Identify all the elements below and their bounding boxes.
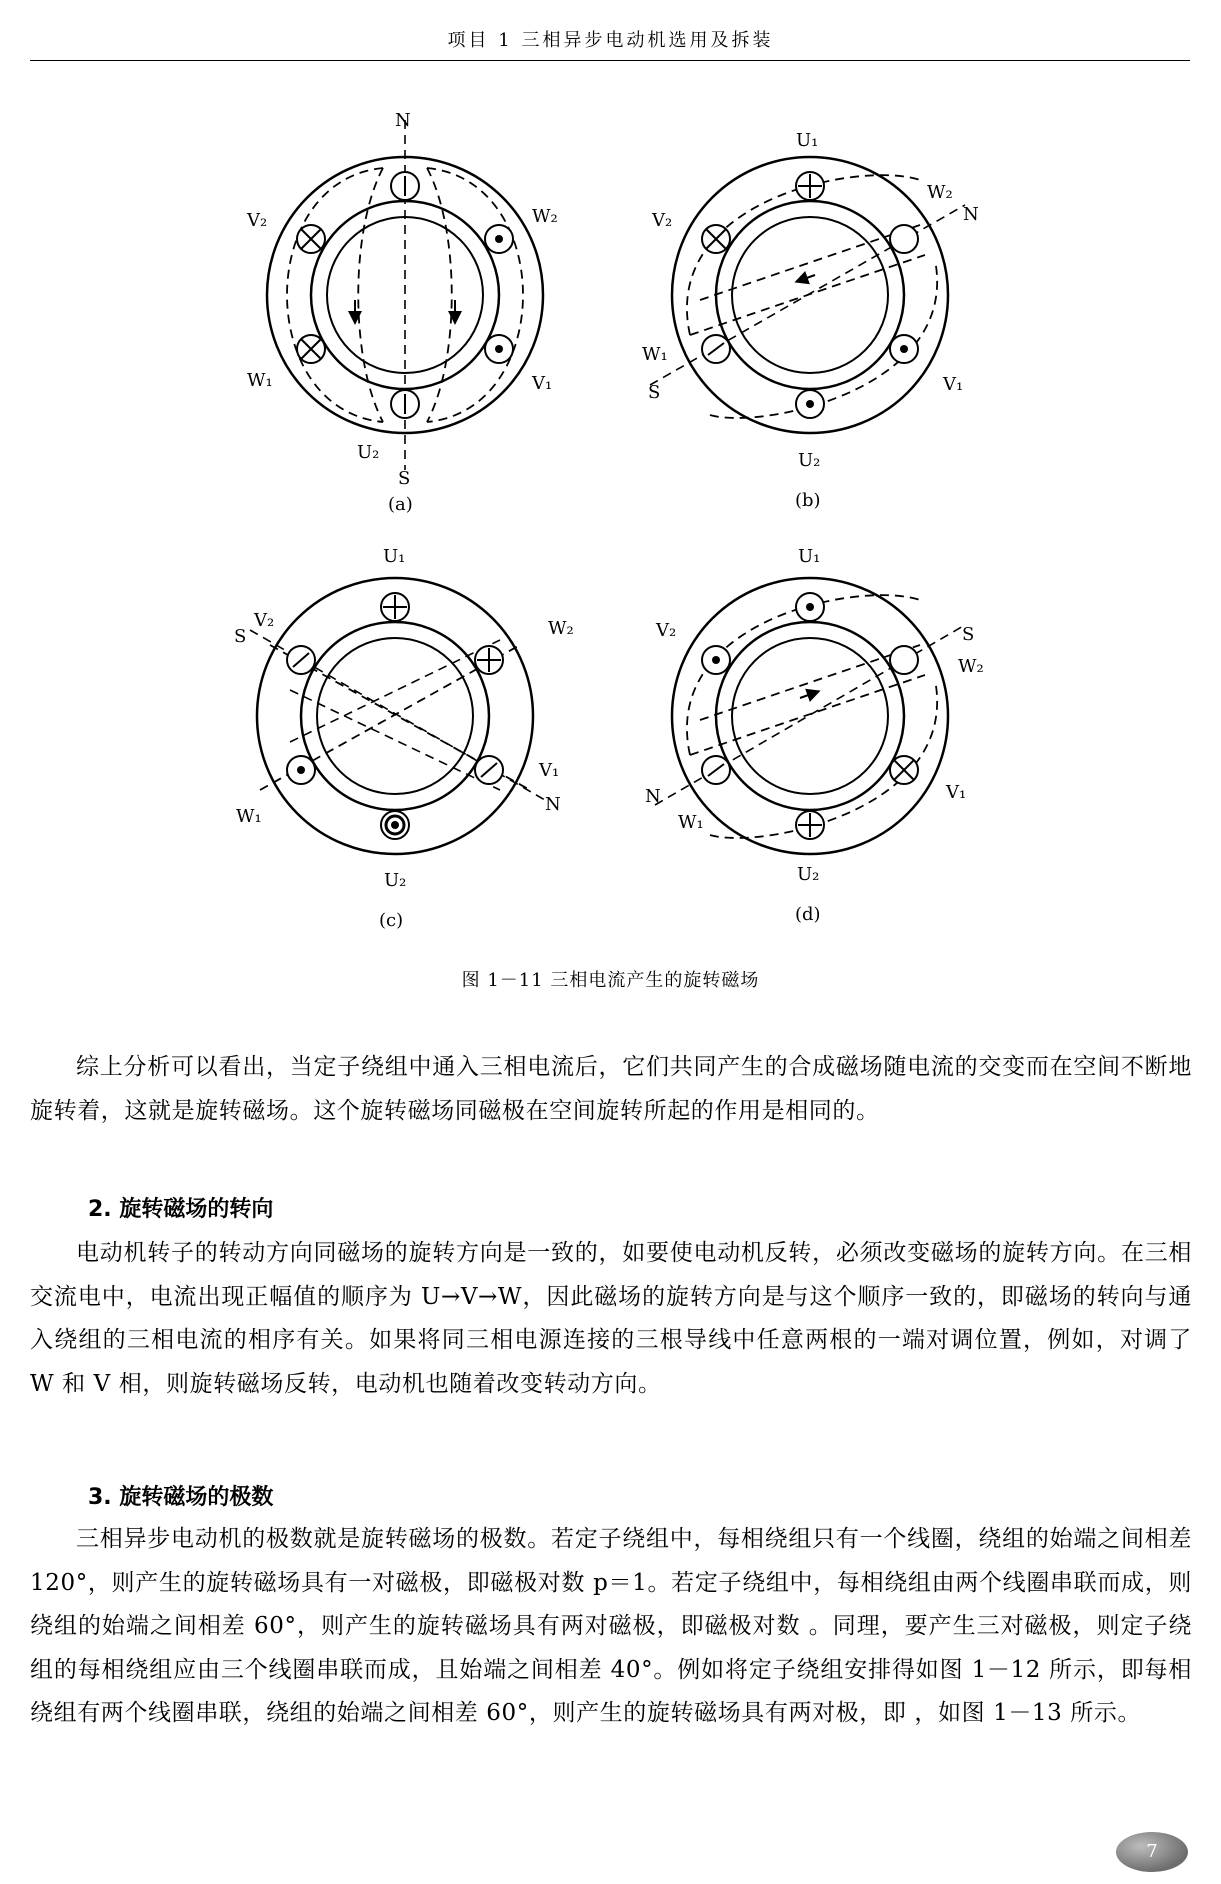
label-w2-b: W₂ bbox=[927, 182, 953, 203]
pole-n-c: N bbox=[545, 794, 561, 815]
pole-n-b: N bbox=[963, 204, 979, 225]
label-u2-b: U₂ bbox=[798, 450, 821, 471]
label-u1-b: U₁ bbox=[796, 130, 819, 151]
label-w1-c: W₁ bbox=[236, 806, 262, 827]
paragraph-summary bbox=[30, 1046, 1192, 1133]
label-w1-d: W₁ bbox=[678, 812, 704, 833]
section-heading-2: 2. 旋转磁场的转向 bbox=[88, 1197, 274, 1222]
panel-label-d: (d) bbox=[795, 904, 821, 925]
panel-b bbox=[642, 130, 979, 511]
paragraph-poles bbox=[30, 1518, 1192, 1736]
label-w2-d: W₂ bbox=[958, 656, 984, 677]
label-u2-c: U₂ bbox=[384, 870, 407, 891]
label-v1-d: V₁ bbox=[946, 782, 967, 803]
label-v2-d: V₂ bbox=[656, 620, 677, 641]
page-number-badge: 7 bbox=[1116, 1832, 1188, 1872]
paragraph-2: 电动机转子的转动方向同磁场的旋转方向是一致的，如要使电动机反转，必须改变磁场的旋转方向。在三相交流电中，电流出现正幅值的顺序为 U→V→W，因此磁场的旋转方向是与这个顺序一致的，即磁场的转向与通入绕组的三相电流的相序有关。如果将同三相电源连接的三根导线中任意两根的一端对调位置，例如，对调了 W 和 V 相，则旋转磁场反转，电动机也随着改变转动方向。 bbox=[30, 1240, 1192, 1397]
paragraph-1: 综上分析可以看出，当定子绕组中通入三相电流后，它们共同产生的合成磁场随电流的交变而在空间不断地旋转着，这就是旋转磁场。这个旋转磁场同磁极在空间旋转所起的作用是相同的。 bbox=[30, 1054, 1192, 1124]
paragraph-direction bbox=[30, 1232, 1192, 1406]
panel-label-c: (c) bbox=[379, 910, 404, 931]
panel-c bbox=[234, 546, 574, 931]
figure-caption: 图 1－11 三相电流产生的旋转磁场 bbox=[461, 970, 760, 991]
pole-s-a: S bbox=[398, 468, 411, 489]
label-v2-c: V₂ bbox=[254, 610, 275, 631]
section-heading-3: 3. 旋转磁场的极数 bbox=[88, 1485, 274, 1510]
paragraph-3: 三相异步电动机的极数就是旋转磁场的极数。若定子绕组中，每相绕组只有一个线圈，绕组的始端之间相差 120°，则产生的旋转磁场具有一对磁极，即磁极对数 p＝1。若定子绕组中，每相绕组由两个线圈串联而成，则绕组的始端之间相差 60°，则产生的旋转磁场具有两对磁极，即磁极对数 。同理，要产生三对磁极，则定子绕组的每相绕组应由三个线圈串联而成，且始端之间相差 40°。例如将定子绕组安排得如图 1－12 所示，即每相绕组有两个线圈串联，绕组的始端之间相差 60°，则产生的旋转磁场具有两对极，即 ，如图 1－13 所示。 bbox=[30, 1526, 1192, 1726]
label-w2-a: W₂ bbox=[532, 206, 558, 227]
label-v1-b: V₁ bbox=[943, 374, 964, 395]
panel-label-b: (b) bbox=[795, 490, 821, 511]
pole-s-b: S bbox=[648, 382, 661, 403]
label-u1-c: U₁ bbox=[383, 546, 406, 567]
panel-a bbox=[246, 110, 558, 515]
pole-n-a: N bbox=[395, 110, 411, 131]
label-v1-c: V₁ bbox=[539, 760, 560, 781]
label-w1-b: W₁ bbox=[642, 344, 668, 365]
label-v2-b: V₂ bbox=[652, 210, 673, 231]
label-w1-a: W₁ bbox=[247, 370, 273, 391]
label-v2-a: V₂ bbox=[247, 210, 268, 231]
pole-n-d: N bbox=[645, 786, 661, 807]
panel-label-a: (a) bbox=[388, 494, 413, 515]
label-u2-a: U₂ bbox=[357, 442, 380, 463]
label-v1-a: V₁ bbox=[532, 373, 553, 394]
pole-s-d: S bbox=[962, 624, 975, 645]
label-u2-d: U₂ bbox=[797, 864, 820, 885]
panel-d bbox=[645, 546, 984, 925]
pole-s-c: S bbox=[234, 626, 247, 647]
running-header: 项目 1 三相异步电动机选用及拆装 bbox=[447, 30, 774, 51]
label-w2-c: W₂ bbox=[548, 618, 574, 639]
label-u1-d: U₁ bbox=[798, 546, 821, 567]
